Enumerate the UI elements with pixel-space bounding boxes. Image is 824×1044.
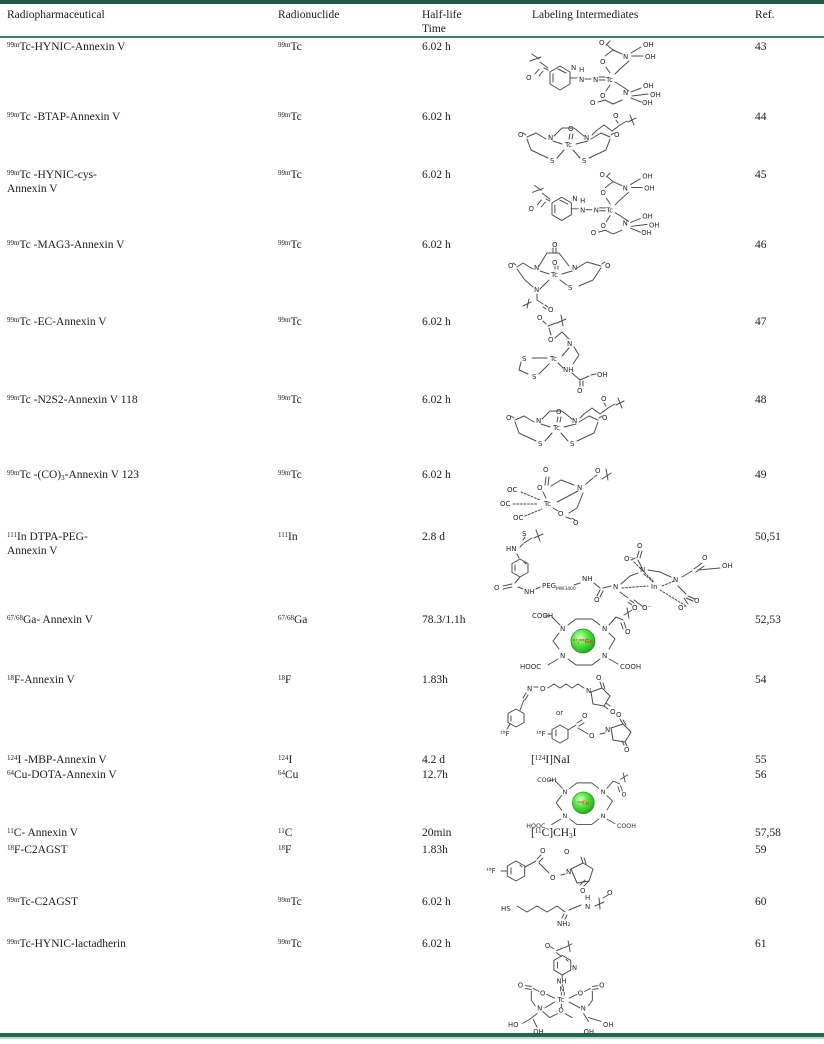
table-row — [0, 843, 824, 857]
radionuclide: $^{99m}$Tc — [278, 168, 302, 181]
reference: 50,51 — [755, 531, 781, 543]
table-row — [0, 937, 824, 951]
radionuclide: $^{67/68}$Ga — [278, 613, 308, 626]
chemical-structure-sfb — [482, 845, 647, 893]
half-life: 1.83h — [422, 844, 448, 856]
chemical-structure-hynic-tricine — [522, 170, 712, 236]
radiopharmaceutical-name: $^{99m}$Tc -EC-Annexin V — [7, 315, 107, 328]
radiopharmaceutical-name-line2: Annexin V — [7, 545, 58, 557]
half-life: 6.02 h — [422, 394, 451, 406]
reference: 45 — [755, 169, 767, 181]
radionuclide: $^{124}$I — [278, 753, 293, 766]
chemical-structure-hynic-lactadherin — [492, 940, 652, 1035]
table-row — [0, 468, 824, 482]
chemical-structure-tricarbonyl — [498, 464, 628, 528]
svg-text:⁶⁷/⁶⁸Ga: ⁶⁷/⁶⁸Ga — [573, 639, 593, 645]
chemical-structure-ec — [505, 313, 620, 395]
radiopharmaceutical-name: $^{99m}$Tc -HYNIC-cys- — [7, 168, 97, 181]
half-life: 6.02 h — [422, 169, 451, 181]
radionuclide: $^{99m}$Tc — [278, 315, 302, 328]
half-life: 78.3/1.1h — [422, 614, 466, 626]
radionuclide: $^{64}$Cu — [278, 768, 299, 781]
half-life: 6.02 h — [422, 239, 451, 251]
table-row — [0, 110, 824, 124]
half-life: 6.02 h — [422, 469, 451, 481]
reference: 46 — [755, 239, 767, 251]
radionuclide: $^{11}$C — [278, 826, 293, 839]
chemical-structure-mag3 — [505, 240, 620, 313]
reference: 52,53 — [755, 614, 781, 626]
radiopharmaceutical-name: $^{99m}$Tc-HYNIC-lactadherin — [7, 937, 126, 950]
radiopharmaceutical-name: $^{64}$Cu-DOTA-Annexin V — [7, 768, 117, 781]
header-labeling-intermediates: Labeling Intermediates — [532, 9, 639, 21]
reference: 44 — [755, 111, 767, 123]
radiopharmaceutical-name: $^{111}$In DTPA-PEG- — [7, 530, 88, 543]
half-life: 6.02 h — [422, 896, 451, 908]
half-life: 2.8 d — [422, 531, 445, 543]
half-life: 12.7h — [422, 769, 448, 781]
radionuclide: $^{111}$In — [278, 530, 298, 543]
header-radionuclide: Radionuclide — [278, 9, 340, 21]
half-life: 20min — [422, 827, 452, 839]
header-half-life: Half-life — [422, 9, 462, 21]
radionuclide: $^{99m}$Tc — [278, 40, 302, 53]
reference: 61 — [755, 938, 767, 950]
half-life: 4.2 d — [422, 754, 445, 766]
radiopharmaceutical-name: $^{18}$F-Annexin V — [7, 673, 75, 686]
radiopharmaceutical-name: $^{99m}$Tc -N2S2-Annexin V 118 — [7, 393, 138, 406]
radiopharmaceutical-name: $^{99m}$Tc-C2AGST — [7, 895, 79, 908]
table-row — [0, 826, 824, 840]
header-radiopharmaceutical: Radiopharmaceutical — [7, 9, 105, 21]
table-row — [0, 40, 824, 54]
radionuclide: $^{18}$F — [278, 673, 292, 686]
radiopharmaceutical-name: $^{99m}$Tc -MAG3-Annexin V — [7, 238, 125, 251]
radiopharmaceutical-name: $^{124}$I -MBP-Annexin V — [7, 753, 107, 766]
table-row — [0, 673, 824, 687]
table-bottom-border-light — [0, 1037, 824, 1039]
reference: 60 — [755, 896, 767, 908]
reference: 56 — [755, 769, 767, 781]
reference: 48 — [755, 394, 767, 406]
chemical-structure-ga-dota — [512, 607, 662, 671]
table-row — [0, 768, 824, 807]
chemical-structure-n2s2 — [500, 392, 670, 456]
header-ref: Ref. — [755, 9, 775, 21]
radionuclide: $^{99m}$Tc — [278, 937, 302, 950]
labeling-intermediate-text: [$^{124}$I]NaI — [531, 753, 571, 766]
table-row — [0, 895, 824, 909]
table-row — [0, 393, 824, 407]
radiopharmaceutical-name: $^{11}$C- Annexin V — [7, 826, 79, 839]
table-row — [0, 238, 824, 252]
chemical-structure-dtpa-peg — [490, 528, 745, 612]
half-life: 6.02 h — [422, 111, 451, 123]
radionuclide: $^{99m}$Tc — [278, 393, 302, 406]
half-life: 6.02 h — [422, 938, 451, 950]
reference: 49 — [755, 469, 767, 481]
half-life: 1.83h — [422, 674, 448, 686]
table-row — [0, 530, 824, 557]
reference: 55 — [755, 754, 767, 766]
radiopharmaceutical-name: $^{99m}$Tc -BTAP-Annexin V — [7, 110, 121, 123]
table-top-border — [0, 0, 824, 4]
svg-text:⁶⁴Cu: ⁶⁴Cu — [577, 800, 590, 807]
table-row — [0, 613, 824, 645]
radionuclide: $^{99m}$Tc — [278, 895, 302, 908]
radionuclide: $^{99m}$Tc — [278, 468, 302, 481]
table-row — [0, 168, 824, 195]
radionuclide: $^{99m}$Tc — [278, 110, 302, 123]
radionuclide: $^{99m}$Tc — [278, 238, 302, 251]
labeling-intermediate-text: $[^{11}C]CH_3I$ — [531, 826, 577, 840]
radiopharmaceutical-name: $^{99m}$Tc-HYNIC-Annexin V — [7, 40, 126, 53]
table-row — [0, 753, 824, 767]
chemical-structure-thiol-chain — [495, 888, 635, 928]
radiopharmaceutical-name: $^{18}$F-C2AGST — [7, 843, 68, 856]
chemical-structure-f18-options — [498, 672, 688, 752]
table-row — [0, 315, 824, 329]
chemical-structure-n2s2 — [512, 112, 682, 170]
header-half-life-line2: Time — [422, 23, 446, 35]
reference: 43 — [755, 41, 767, 53]
reference: 57,58 — [755, 827, 781, 839]
radionuclide: $^{18}$F — [278, 843, 292, 856]
half-life: 6.02 h — [422, 316, 451, 328]
radiopharmaceutical-name-line2: Annexin V — [7, 183, 58, 195]
reference: 47 — [755, 316, 767, 328]
chemical-structure-hynic-tricine — [522, 38, 712, 106]
half-life: 6.02 h — [422, 41, 451, 53]
chemical-structure-cu-dota — [512, 772, 662, 830]
radiopharmaceutical-name: $^{67/68}$Ga- Annexin V — [7, 613, 94, 626]
reference: 54 — [755, 674, 767, 686]
reference: 59 — [755, 844, 767, 856]
radiopharmaceutical-name: $^{99m}$Tc $-(CO)_3$-Annexin V 123 — [7, 468, 139, 482]
